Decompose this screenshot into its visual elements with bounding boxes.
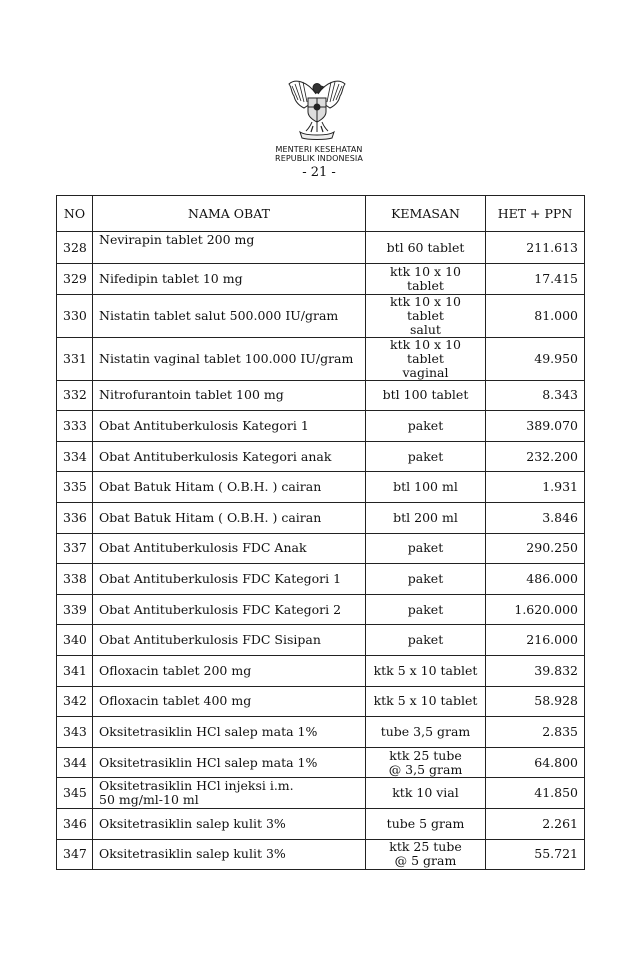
cell-no: 333 <box>57 411 93 442</box>
cell-kemasan <box>366 747 486 778</box>
drug-name-line: Obat Batuk Hitam ( O.B.H. ) cairan <box>99 509 322 525</box>
cell-kemasan <box>366 533 486 564</box>
kemasan-line: @ 5 gram <box>394 853 457 869</box>
cell-drug-name <box>93 533 366 564</box>
cell-het-ppn: 2.261 <box>486 808 585 839</box>
kemasan-line: btl 60 tablet <box>386 239 465 255</box>
drug-name-line: Nistatin vaginal tablet 100.000 IU/gram <box>99 350 354 366</box>
cell-kemasan <box>366 655 486 686</box>
cell-het-ppn: 41.850 <box>486 778 585 809</box>
cell-kemasan <box>366 232 486 264</box>
drug-name-line: Nitrofurantoin tablet 100 mg <box>99 387 284 403</box>
cell-no: 340 <box>57 625 93 656</box>
cell-drug-name <box>93 778 366 809</box>
column-header-no: NO <box>57 196 93 232</box>
kemasan-line: vaginal <box>402 364 449 380</box>
cell-drug-name <box>93 232 366 264</box>
kemasan-line: btl 200 ml <box>393 509 458 525</box>
kemasan-line: paket <box>407 570 444 586</box>
cell-kemasan <box>366 808 486 839</box>
drug-name-line: Nifedipin tablet 10 mg <box>99 270 243 286</box>
cell-kemasan <box>366 337 486 380</box>
cell-het-ppn: 1.931 <box>486 472 585 503</box>
table-row <box>57 533 585 564</box>
cell-no: 328 <box>57 232 93 264</box>
kemasan-line: ktk 25 tube <box>389 839 462 855</box>
column-header-kemasan: KEMASAN <box>366 196 486 232</box>
drug-name-line: Ofloxacin tablet 400 mg <box>99 693 252 709</box>
cell-no: 336 <box>57 502 93 533</box>
cell-no: 342 <box>57 686 93 717</box>
cell-kemasan <box>366 564 486 595</box>
drug-name-line: Oksitetrasiklin salep kulit 3% <box>99 846 286 862</box>
cell-kemasan <box>366 264 486 295</box>
table-row <box>57 564 585 595</box>
table-row <box>57 717 585 748</box>
cell-het-ppn: 55.721 <box>486 839 585 870</box>
cell-no: 339 <box>57 594 93 625</box>
cell-het-ppn: 49.950 <box>486 337 585 380</box>
table-row <box>57 594 585 625</box>
cell-kemasan <box>366 441 486 472</box>
cell-no: 332 <box>57 380 93 411</box>
cell-drug-name <box>93 717 366 748</box>
cell-het-ppn: 8.343 <box>486 380 585 411</box>
drug-name-line: Oksitetrasiklin HCl injeksi i.m. <box>99 778 294 794</box>
table-row <box>57 839 585 870</box>
column-header-het: HET + PPN <box>486 196 585 232</box>
cell-drug-name <box>93 686 366 717</box>
kemasan-line: ktk 10 vial <box>392 785 459 801</box>
cell-drug-name <box>93 564 366 595</box>
cell-het-ppn: 81.000 <box>486 294 585 337</box>
drug-name-line: Obat Antituberkulosis FDC Sisipan <box>99 632 321 648</box>
ministry-name-line2: REPUBLIK INDONESIA <box>275 154 363 163</box>
drug-name-line: Oksitetrasiklin HCl salep mata 1% <box>99 754 318 770</box>
cell-kemasan <box>366 686 486 717</box>
table-row <box>57 264 585 295</box>
table-row <box>57 778 585 809</box>
kemasan-line: salut <box>410 321 441 337</box>
table-body <box>57 232 585 870</box>
cell-drug-name <box>93 655 366 686</box>
drug-price-table <box>56 195 585 870</box>
cell-no: 341 <box>57 655 93 686</box>
kemasan-line: tube 5 gram <box>386 815 465 831</box>
table-header-row <box>57 196 585 232</box>
cell-het-ppn: 64.800 <box>486 747 585 778</box>
cell-het-ppn: 2.835 <box>486 717 585 748</box>
cell-het-ppn: 39.832 <box>486 655 585 686</box>
cell-drug-name <box>93 594 366 625</box>
cell-no: 329 <box>57 264 93 295</box>
cell-kemasan <box>366 717 486 748</box>
cell-kemasan <box>366 294 486 337</box>
kemasan-line: paket <box>407 540 444 556</box>
kemasan-line: ktk 25 tube <box>389 747 462 763</box>
cell-no: 338 <box>57 564 93 595</box>
cell-kemasan <box>366 625 486 656</box>
cell-het-ppn: 389.070 <box>486 411 585 442</box>
ministry-name-line1: MENTERI KESEHATAN <box>275 145 363 154</box>
cell-drug-name <box>93 337 366 380</box>
table-row <box>57 502 585 533</box>
cell-kemasan <box>366 411 486 442</box>
cell-drug-name <box>93 472 366 503</box>
cell-drug-name <box>93 839 366 870</box>
cell-drug-name <box>93 808 366 839</box>
drug-name-line: Oksitetrasiklin HCl salep mata 1% <box>99 723 318 739</box>
cell-het-ppn: 290.250 <box>486 533 585 564</box>
kemasan-line: ktk 10 x 10 tablet <box>390 263 461 293</box>
drug-name-line: 50 mg/ml-10 ml <box>99 792 199 808</box>
kemasan-line: paket <box>407 601 444 617</box>
cell-kemasan <box>366 839 486 870</box>
cell-no: 345 <box>57 778 93 809</box>
drug-name-line: Nevirapin tablet 200 mg <box>99 232 255 247</box>
table-row <box>57 294 585 337</box>
cell-no: 331 <box>57 337 93 380</box>
cell-het-ppn: 216.000 <box>486 625 585 656</box>
table-row <box>57 625 585 656</box>
kemasan-line: @ 3,5 gram <box>388 761 463 777</box>
cell-no: 334 <box>57 441 93 472</box>
kemasan-line: ktk 10 x 10 tablet <box>390 293 461 323</box>
cell-drug-name <box>93 294 366 337</box>
drug-name-line: Oksitetrasiklin salep kulit 3% <box>99 815 286 831</box>
table-row <box>57 655 585 686</box>
cell-het-ppn: 17.415 <box>486 264 585 295</box>
column-header-name: NAMA OBAT <box>93 196 366 232</box>
table-row <box>57 337 585 380</box>
cell-het-ppn: 1.620.000 <box>486 594 585 625</box>
cell-kemasan <box>366 502 486 533</box>
cell-drug-name <box>93 411 366 442</box>
drug-name-line: Obat Antituberkulosis FDC Kategori 2 <box>99 601 342 617</box>
cell-drug-name <box>93 747 366 778</box>
cell-no: 347 <box>57 839 93 870</box>
drug-name-line: Obat Antituberkulosis FDC Kategori 1 <box>99 570 342 586</box>
cell-no: 337 <box>57 533 93 564</box>
drug-name-line: Ofloxacin tablet 200 mg <box>99 662 252 678</box>
cell-drug-name <box>93 380 366 411</box>
table-row <box>57 686 585 717</box>
drug-name-line: Obat Antituberkulosis Kategori anak <box>99 448 332 464</box>
cell-drug-name <box>93 441 366 472</box>
cell-drug-name <box>93 625 366 656</box>
table-row <box>57 380 585 411</box>
page-number: - 21 - <box>302 165 336 180</box>
cell-no: 330 <box>57 294 93 337</box>
cell-no: 335 <box>57 472 93 503</box>
cell-drug-name <box>93 264 366 295</box>
cell-kemasan <box>366 472 486 503</box>
cell-het-ppn: 486.000 <box>486 564 585 595</box>
cell-het-ppn: 58.928 <box>486 686 585 717</box>
cell-het-ppn: 211.613 <box>486 232 585 264</box>
cell-kemasan <box>366 594 486 625</box>
table-row <box>57 232 585 264</box>
kemasan-line: ktk 5 x 10 tablet <box>373 662 478 678</box>
table-row <box>57 747 585 778</box>
kemasan-line: ktk 5 x 10 tablet <box>373 693 478 709</box>
drug-name-line: Obat Batuk Hitam ( O.B.H. ) cairan <box>99 479 322 495</box>
table-row <box>57 411 585 442</box>
drug-name-line: Nistatin tablet salut 500.000 IU/gram <box>99 307 339 323</box>
kemasan-line: paket <box>407 448 444 464</box>
kemasan-line: paket <box>407 417 444 433</box>
cell-het-ppn: 232.200 <box>486 441 585 472</box>
kemasan-line: btl 100 tablet <box>382 387 469 403</box>
garuda-emblem-icon <box>286 74 348 140</box>
drug-name-line: Obat Antituberkulosis FDC Anak <box>99 540 307 556</box>
kemasan-line: tube 3,5 gram <box>380 723 471 739</box>
cell-het-ppn: 3.846 <box>486 502 585 533</box>
cell-kemasan <box>366 778 486 809</box>
cell-no: 346 <box>57 808 93 839</box>
kemasan-line: btl 100 ml <box>393 479 458 495</box>
cell-kemasan <box>366 380 486 411</box>
kemasan-line: ktk 10 x 10 tablet <box>390 336 461 366</box>
cell-no: 344 <box>57 747 93 778</box>
cell-no: 343 <box>57 717 93 748</box>
drug-name-line: Obat Antituberkulosis Kategori 1 <box>99 417 309 433</box>
table-row <box>57 472 585 503</box>
cell-drug-name <box>93 502 366 533</box>
table-row <box>57 808 585 839</box>
table-row <box>57 441 585 472</box>
kemasan-line: paket <box>407 632 444 648</box>
